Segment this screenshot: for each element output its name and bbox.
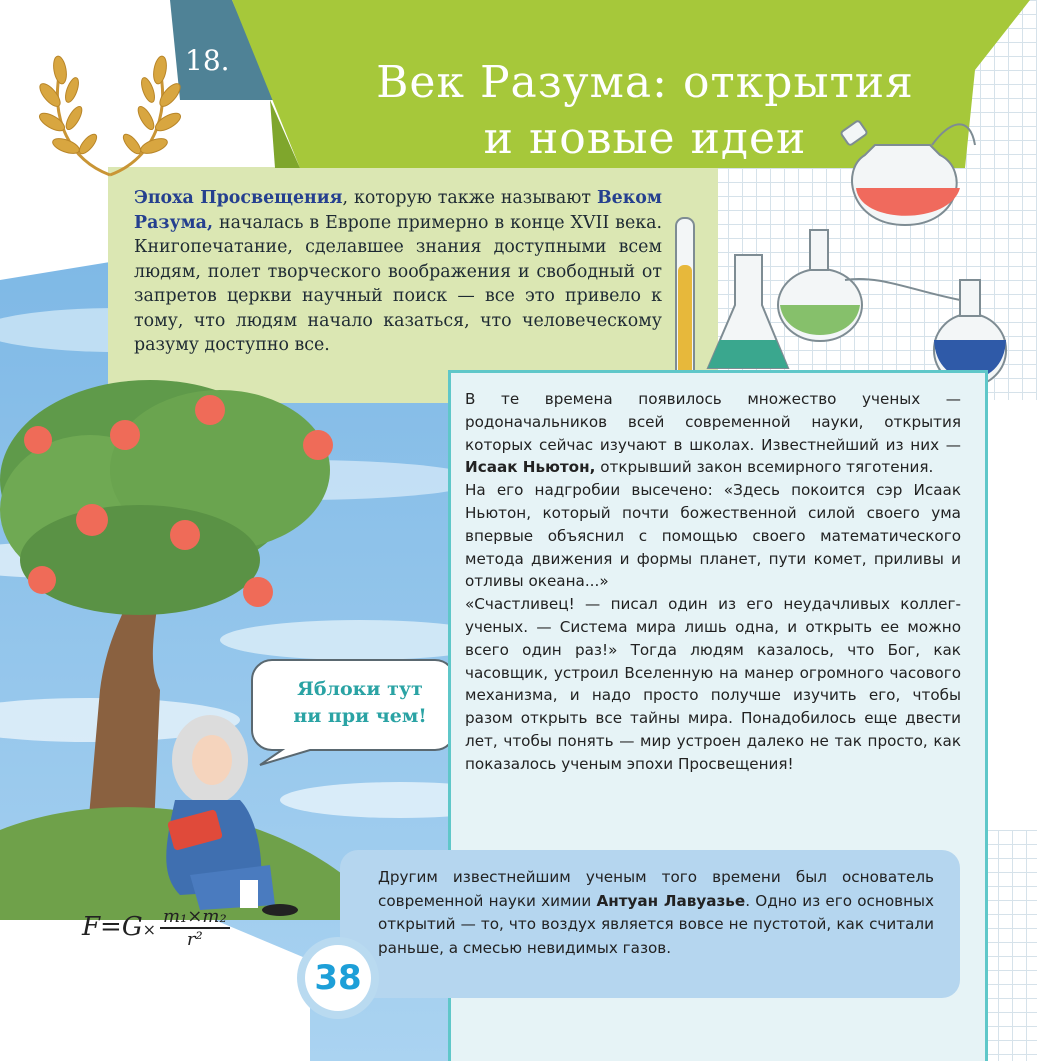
formula-denominator: r² <box>186 929 203 950</box>
formula-fraction <box>160 906 230 950</box>
main-paragraph-1 <box>465 388 961 479</box>
bottom-text <box>378 866 934 960</box>
title-line-2: и новые идеи <box>483 113 807 164</box>
bottom-text-bold: Антуан Лавуазье <box>596 891 746 910</box>
page-number: 38 <box>314 958 362 998</box>
bottom-text-b: . Одно из его основных открытий — то, что воздух является вовсе не пустотой, как считали раньше, а смесью невидимых газов. <box>378 891 934 957</box>
intro-bold-1: Эпоха Просвещения <box>134 188 343 208</box>
main-paragraph-3: «Счастливец! — писал один из его неудачливых коллег-ученых. — Система мира лишь одна, и открыть ее можно всего один раз!» Тогда людям казалось, что Бог, как часовщик, устроил Вселенную на манер огромного часового механизма, и надо просто получше изучить его, чтобы разом открыть все тайны мира. Понадобилось еще двести лет, чтобы понять — мир устроен далеко не так просто, как показалось ученым эпохи Просвещения! <box>465 595 961 773</box>
formula-times: × <box>142 920 157 939</box>
bubble-line-2: ни при чем! <box>293 705 427 727</box>
main-p1-a: В те времена появилось множество ученых — родоначальников всей современной науки, открытия которых сейчас изучают в школах. Известнейший из них — <box>465 390 961 454</box>
formula-lhs: F=G <box>82 912 143 942</box>
chemistry-flasks-icon <box>670 100 1010 390</box>
main-paragraph-2: На его надгробии высечено: «Здесь покоится сэр Исаак Ньютон, который почти божественной силой своего ума впервые объяснил с помощью своего математического метода движения и формы планет, пути комет, приливы и отливы океана...» <box>465 481 961 591</box>
title-line-1: Век Разума: открытия <box>376 57 914 108</box>
speech-bubble-text <box>275 676 445 730</box>
main-text <box>465 388 961 776</box>
bottom-text-a: Другим известнейшим ученым того времени был основатель современной науки химии <box>378 868 934 910</box>
bubble-line-1: Яблоки тут <box>297 678 423 700</box>
gravity-formula <box>82 906 230 950</box>
laurel-wreath-icon <box>30 40 190 180</box>
intro-text-2: началась в Европе примерно в конце XVII века. Книгопечатание, сделавшее знания доступными всем людям, полет творческого воображения и свободный от запретов церкви научный поиск — все это привело к тому, что людям начало казаться, что человеческому разуму доступно все. <box>134 212 662 355</box>
intro-text <box>134 186 662 358</box>
main-p1-b: открывший закон всемирного тяготения. <box>595 458 934 477</box>
intro-bold-2: Веком Разума, <box>134 188 662 233</box>
intro-text-1: , которую также называют <box>342 188 597 208</box>
main-p1-bold: Исаак Ньютон, <box>465 458 596 477</box>
formula-numerator: m₁×m₂ <box>160 906 230 929</box>
chapter-number: 18. <box>185 44 230 77</box>
